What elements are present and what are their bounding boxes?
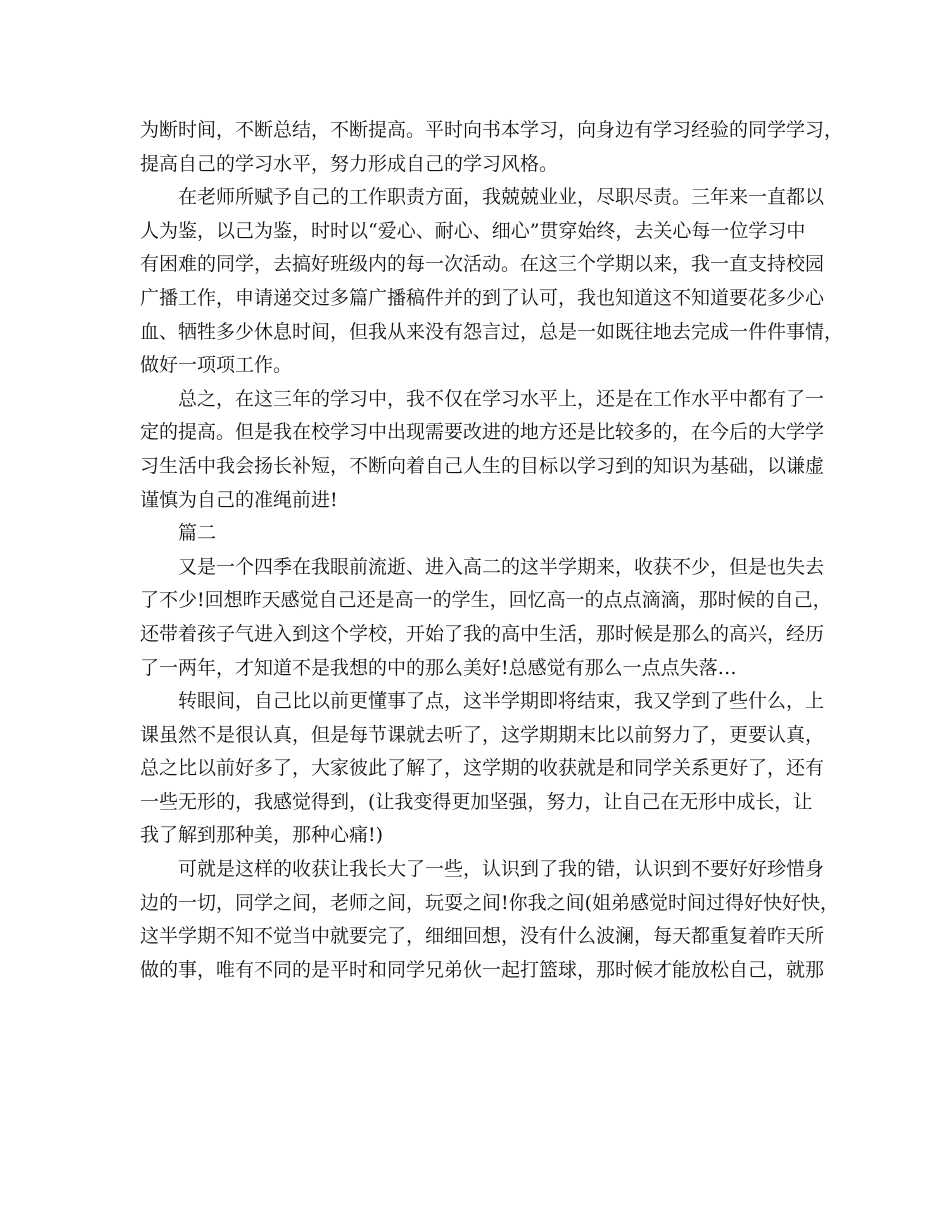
text-line: 我了解到那种美，那种心痛!) <box>140 824 384 847</box>
text-line: 为断时间，不断总结，不断提高。平时向书本学习，向身边有学习经验的同学学习， <box>140 119 844 141</box>
text-line: 有困难的同学，去搞好班级内的每一次活动。在这三个学期以来，我一直支持校园 <box>140 253 825 276</box>
text-line: 定的提高。但是我在校学习中出现需要改进的地方还是比较多的，在今后的大学学 <box>140 421 825 444</box>
text-line: 血、牺牲多少休息时间，但我从来没有怨言过，总是一如既往地去完成一件件事情， <box>140 320 844 343</box>
text-line: 了不少!回想昨天感觉自己还是高一的学生，回忆高一的点点滴滴，那时候的自己， <box>140 589 832 612</box>
text-line: 还带着孩子气进入到这个学校，开始了我的高中生活，那时候是那么的高兴，经历 <box>140 622 825 645</box>
text-line: 在老师所赋予自己的工作职责方面，我兢兢业业，尽职尽责。三年来一直都以 <box>178 186 825 209</box>
text-line: 了一两年，才知道不是我想的中的那么美好!总感觉有那么一点点失落… <box>140 656 737 679</box>
text-line: 边的一切，同学之间，老师之间，玩耍之间!你我之间(姐弟感觉时间过得好快好快， <box>140 891 840 914</box>
section-heading: 篇二 <box>178 522 217 545</box>
text-line: 做好一项项工作。 <box>140 354 293 377</box>
text-line: 人为鉴，以己为鉴，时时以“爱心、耐心、细心”贯穿始终，去关心每一位学习中 <box>140 219 806 242</box>
text-line: 习生活中我会扬长补短，不断向着自己人生的目标以学习到的知识为基础，以谦虚 <box>140 454 825 477</box>
text-line: 转眼间，自己比以前更懂事了点，这半学期即将结束，我又学到了些什么，上 <box>178 690 825 713</box>
document-body <box>140 114 844 987</box>
text-line: 课虽然不是很认真，但是每节课就去听了，这学期期末比以前努力了，更要认真， <box>140 723 825 746</box>
text-line: 做的事，唯有不同的是平时和同学兄弟伙一起打篮球，那时候才能放松自己，就那 <box>140 958 825 981</box>
text-line: 总之，在这三年的学习中，我不仅在学习水平上，还是在工作水平中都有了一 <box>178 387 825 410</box>
text-line: 可就是这样的收获让我长大了一些，认识到了我的错，认识到不要好好珍惜身 <box>178 858 825 881</box>
text-line: 谨慎为自己的准绳前进! <box>140 488 338 511</box>
text-line: 一些无形的，我感觉得到，(让我变得更加坚强，努力，让自己在无形中成长，让 <box>140 790 813 813</box>
text-line: 提高自己的学习水平，努力形成自己的学习风格。 <box>140 152 559 175</box>
text-line: 又是一个四季在我眼前流逝、进入高二的这半学期来，收获不少，但是也失去 <box>178 555 825 578</box>
text-line: 广播工作，申请递交过多篇广播稿件并的到了认可，我也知道这不知道要花多少心 <box>140 286 825 309</box>
text-line: 这半学期不知不觉当中就要完了，细细回想，没有什么波澜，每天都重复着昨天所 <box>140 925 825 948</box>
text-line: 总之比以前好多了，大家彼此了解了，这学期的收获就是和同学关系更好了，还有 <box>140 757 825 780</box>
